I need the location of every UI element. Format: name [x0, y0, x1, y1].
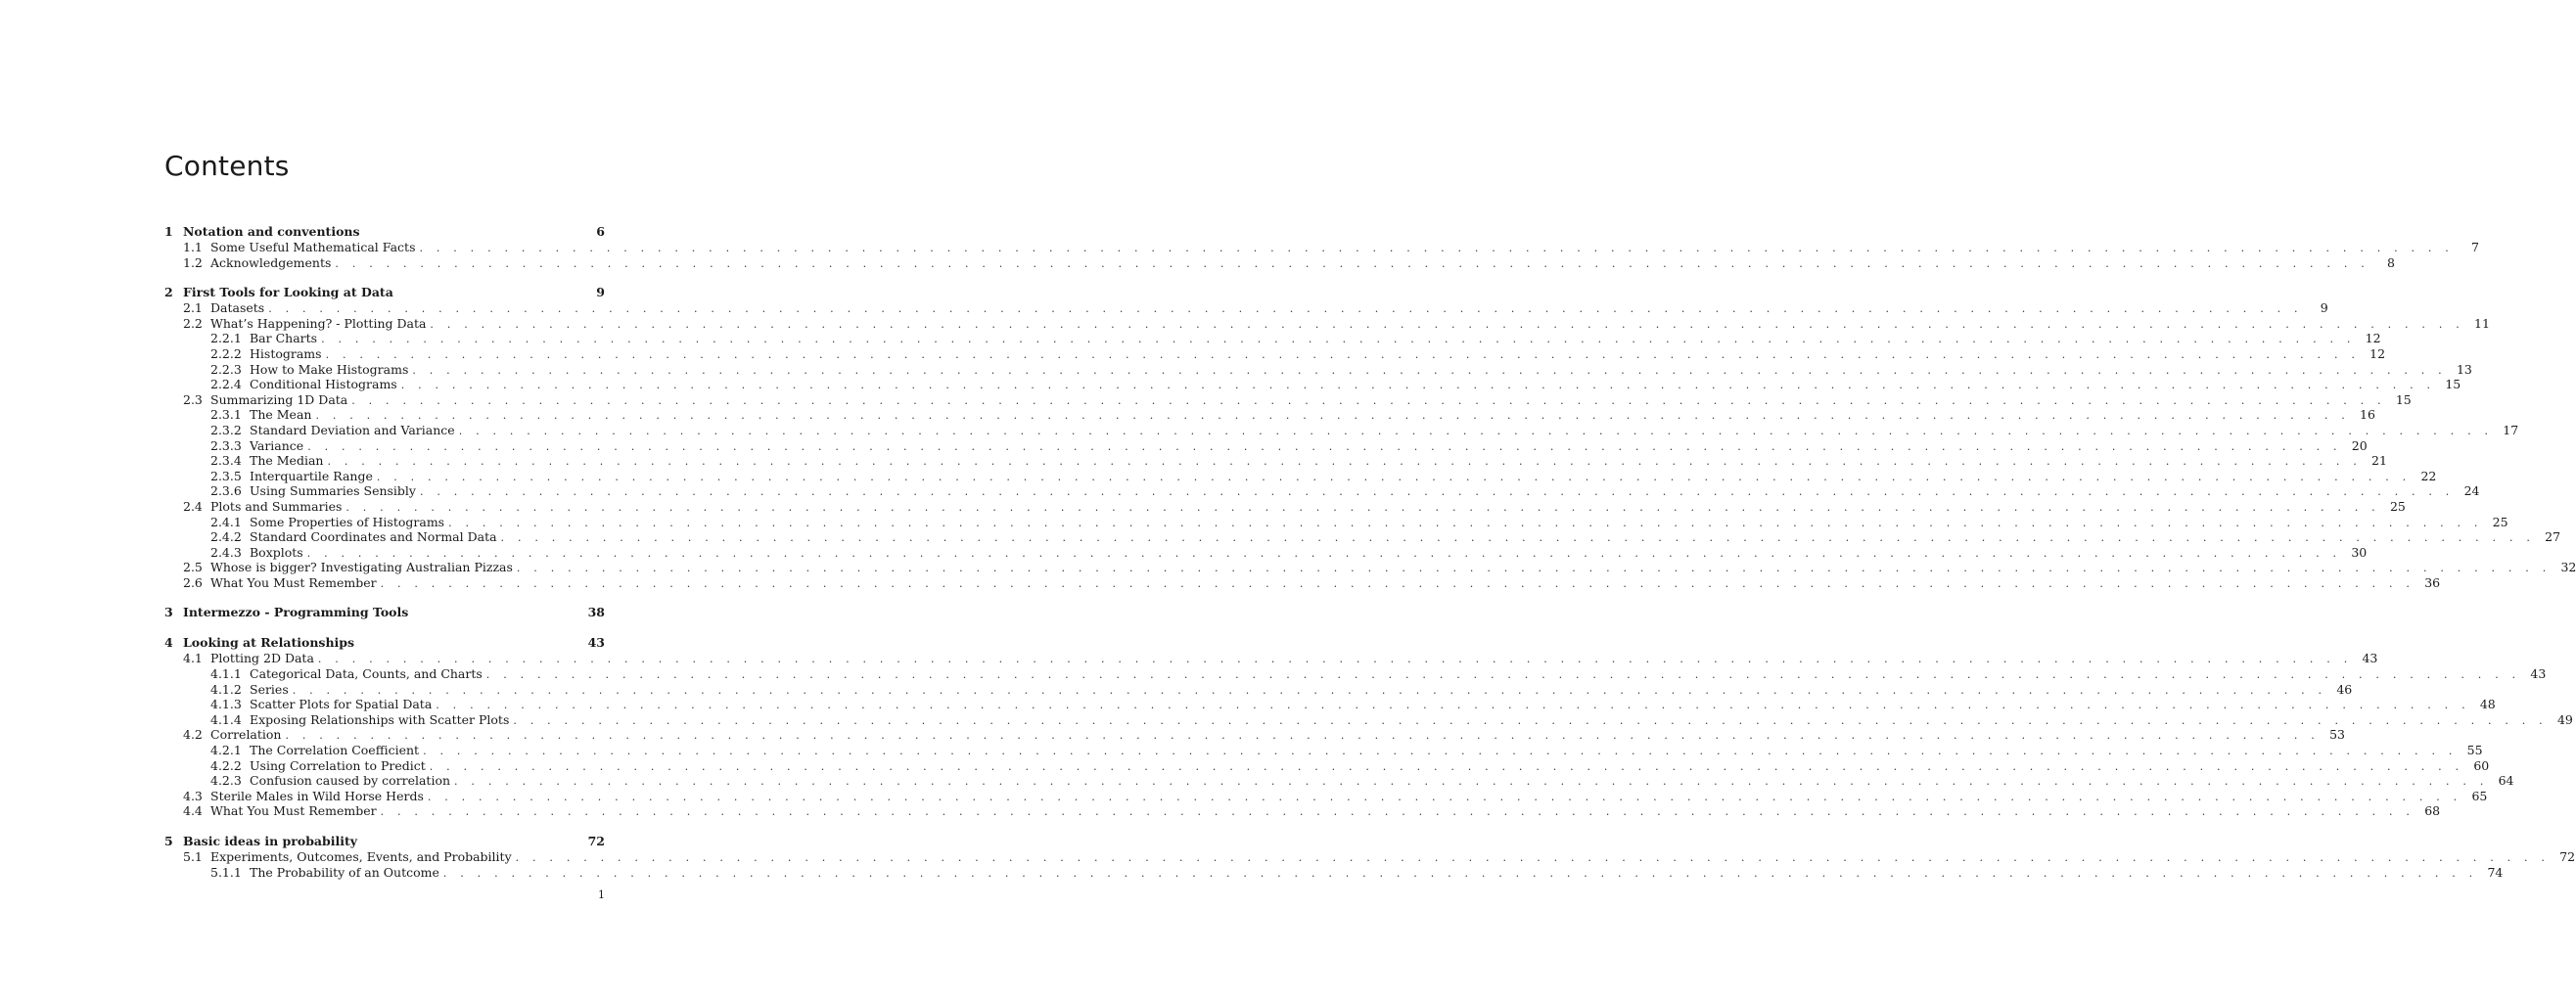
toc-entry-line	[250, 422, 2519, 439]
toc-entry-title: What You Must Remember	[210, 575, 381, 591]
dot-leader: . . . . . . . . . . . . . . . . . . . . . . . . . . . . . . . . . . . . . . . . . . . . . . . . . . . . . . . . . . . . . . . . . . . . . . . . . . . . . . . . . . . . . . . . . . . . . . . . . . . . . . . . . . . . . . . . . . . . . . . .	[430, 317, 2464, 331]
toc-entry-number: 1.2	[183, 254, 203, 270]
toc-entry-page: 30	[2351, 544, 2368, 560]
toc-entry-line	[250, 757, 2490, 775]
toc-entry-page: 9	[2320, 300, 2328, 316]
toc-entry-number: 4.4	[183, 803, 203, 819]
toc-entry-title: Conditional Histograms	[250, 377, 401, 392]
toc-subsection-entry[interactable]	[164, 377, 2461, 392]
toc-entry-number: 2.3	[183, 391, 203, 407]
toc-entry-number: 4.1.1	[210, 666, 242, 682]
toc-entry-title: Looking at Relationships	[183, 634, 358, 651]
toc-subsection-entry[interactable]	[164, 407, 2375, 423]
dot-leader: . . . . . . . . . . . . . . . . . . . . . . . . . . . . . . . . . . . . . . . . . . . . . . . . . . . . . . . . . . . . . . . . . . . . . . . . . . . . . . . . . . . . . . . . . . . . . . . . . . . . . . . . . . . . . . . . . . . . . . . .	[513, 713, 2548, 727]
dot-leader: . . . . . . . . . . . . . . . . . . . . . . . . . . . . . . . . . . . . . . . . . . . . . . . . . . . . . . . . . . . . . . . . . . . . . . . . . . . . . . . . . . . . . . . . . . . . . . . . . . . . . . . . . . . . . . . . . . . . . . . .	[429, 759, 2464, 773]
toc-entry-page: 53	[2329, 727, 2345, 743]
dot-leader: . . . . . . . . . . . . . . . . . . . . . . . . . . . . . . . . . . . . . . . . . . . . . . . . . . . . . . . . . . . . . . . . . . . . . . . . . . . . . . . . . . . . . . . . . . . . . . . . . . . . . . . . . . . . . . . . . . . . . . . .	[345, 500, 2380, 514]
toc-entry-page: 36	[2424, 574, 2441, 590]
toc-subsection-entry[interactable]	[164, 437, 2368, 454]
toc-entry-page: 43	[2362, 651, 2378, 666]
toc-entry-page: 72	[2559, 849, 2576, 864]
toc-entry-number: 4.1.4	[210, 711, 242, 727]
toc-entry-page: 13	[2456, 361, 2472, 377]
toc-entry-number: 4.2	[183, 727, 203, 743]
dot-leader: . . . . . . . . . . . . . . . . . . . . . . . . . . . . . . . . . . . . . . . . . . . . . . . . . . . . . . . . . . . . . . . . . . . . . . . . . . . . . . . . . . . . . . . . . . . . . . . . . . . . . . . . . . . . . . . . . . . . . . . .	[427, 790, 2462, 803]
toc-entry-title: Some Useful Mathematical Facts	[210, 240, 420, 255]
toc-entry-number: 3	[164, 605, 173, 620]
toc-entry-title: How to Make Histograms	[250, 362, 412, 378]
toc-entry-line	[250, 331, 2381, 347]
toc-entry-line	[210, 574, 2441, 592]
toc-entry-page: 60	[2473, 757, 2490, 773]
toc-entry-page: 15	[2445, 377, 2461, 392]
toc-section-entry[interactable]	[164, 803, 2441, 819]
toc-entry-page: 64	[2498, 773, 2514, 789]
toc-entry-title: Experiments, Outcomes, Events, and Probability	[210, 849, 516, 865]
toc-entry-title: The Mean	[250, 407, 315, 423]
toc-entry-line	[250, 697, 2496, 713]
toc-subsection-entry[interactable]	[164, 468, 2437, 484]
toc-entry-title: The Correlation Coefficient	[250, 743, 423, 758]
toc-entry-page: 15	[2395, 391, 2412, 407]
toc-entry-page: 32	[2560, 560, 2576, 575]
toc-entry-number: 2.2.1	[210, 331, 242, 346]
toc-section-entry[interactable]	[164, 574, 2441, 591]
toc-chapter-group	[164, 634, 2573, 819]
toc-entry-title: What’s Happening? - Plotting Data	[210, 316, 430, 332]
toc-entry-page: 22	[2420, 468, 2437, 483]
toc-entry-line	[250, 453, 2387, 470]
toc-entry-page: 46	[2336, 681, 2353, 697]
toc-section-entry[interactable]	[164, 651, 2378, 666]
dot-leader: . . . . . . . . . . . . . . . . . . . . . . . . . . . . . . . . . . . . . . . . . . . . . . . . . . . . . . . . . . . . . . . . . . . . . . . . . . . . . . . . . . . . . . . . . . . . . . . . . . . . . . . . . . . . . . . . . . . . . . . .	[268, 302, 2303, 316]
toc-entry-line	[210, 803, 2441, 820]
toc-chapter-group	[164, 284, 2576, 590]
dot-leader: . . . . . . . . . . . . . . . . . . . . . . . . . . . . . . . . . . . . . . . . . . . . . . . . . . . . . . . . . . . . . . . . . . . . . . . . . . . . . . . . . . . . . . . . . . . . . . . . . . . . . . . . . . . . . . . . . . . . . . . .	[327, 455, 2362, 469]
toc-entry-line	[210, 315, 2490, 333]
toc-chapter-group	[164, 833, 2576, 880]
toc-entry-line	[250, 468, 2437, 485]
toc-entry-line	[250, 407, 2375, 424]
toc-section-entry[interactable]	[164, 240, 2479, 255]
toc-entry-title: Intermezzo - Programming Tools	[183, 604, 412, 620]
toc-subsection-entry[interactable]	[164, 483, 2480, 499]
toc-entry-line	[210, 240, 2479, 256]
toc-entry-title: The Median	[250, 453, 327, 469]
dot-leader: . . . . . . . . . . . . . . . . . . . . . . . . . . . . . . . . . . . . . . . . . . . . . . . . . . . . . . . . . . . . . . . . . . . . . . . . . . . . . . . . . . . . . . . . . . . . . . . . . . . . . . . . . . . . . . . . . . . . . . . .	[412, 363, 2447, 377]
toc-chapter-entry[interactable]	[164, 833, 605, 849]
toc-entry-number: 2.2	[183, 315, 203, 331]
toc-entry-title: The Probability of an Outcome	[250, 865, 443, 881]
toc-entry-page: 74	[2487, 864, 2504, 880]
toc-entry-page: 11	[2474, 315, 2490, 331]
dot-leader: . . . . . . . . . . . . . . . . . . . . . . . . . . . . . . . . . . . . . . . . . . . . . . . . . . . . . . . . . . . . . . . . . . . . . . . . . . . . . . . . . . . . . . . . . . . . . . . . . . . . . . . . . . . . . . . . . . . . . . . .	[516, 562, 2552, 575]
dot-leader: . . . . . . . . . . . . . . . . . . . . . . . . . . . . . . . . . . . . . . . . . . . . . . . . . . . . . . . . . . . . . . . . . . . . . . . . . . . . . . . . . . . . . . . . . . . . . . . . . . . . . . . . . . . . . . . . . . . . . . . .	[442, 866, 2478, 880]
toc-entry-line	[250, 743, 2483, 759]
toc-entry-title: Exposing Relationships with Scatter Plots	[250, 712, 513, 728]
toc-entry-title: Using Correlation to Predict	[250, 758, 430, 774]
dot-leader: . . . . . . . . . . . . . . . . . . . . . . . . . . . . . . . . . . . . . . . . . . . . . . . . . . . . . . . . . . . . . . . . . . . . . . . . . . . . . . . . . . . . . . . . . . . . . . . . . . . . . . . . . . . . . . . . . . . . . . . .	[306, 546, 2342, 560]
toc-entry-title: Series	[250, 682, 293, 698]
dot-leader: . . . . . . . . . . . . . . . . . . . . . . . . . . . . . . . . . . . . . . . . . . . . . . . . . . . . . . . . . . . . . . . . . . . . . . . . . . . . . . . . . . . . . . . . . . . . . . . . . . . . . . . . . . . . . . . . . . . . . . . .	[500, 531, 2536, 545]
toc-entry-line	[250, 773, 2514, 790]
toc-entry-line	[210, 560, 2576, 576]
toc-entry-title: Acknowledgements	[210, 255, 335, 271]
toc-entry-number: 2.2.2	[210, 345, 242, 361]
toc-chapter-group	[164, 604, 605, 620]
toc-entry-line	[250, 544, 2368, 562]
toc-entry-page: 65	[2471, 788, 2488, 803]
toc-entry-page: 72	[587, 834, 605, 848]
dot-leader: . . . . . . . . . . . . . . . . . . . . . . . . . . . . . . . . . . . . . . . . . . . . . . . . . . . . . . . . . . . . . . . . . . . . . . . . . . . . . . . . . . . . . . . . . . . . . . . . . . . . . . . . . . . . . . . . . . . . . . . .	[448, 516, 2483, 529]
toc-subsection-entry[interactable]	[164, 422, 2519, 438]
toc-entry-line	[183, 223, 605, 240]
toc-entry-line	[250, 529, 2561, 546]
toc-section-entry[interactable]	[164, 788, 2488, 804]
toc-entry-page: 7	[2471, 240, 2479, 254]
dot-leader: . . . . . . . . . . . . . . . . . . . . . . . . . . . . . . . . . . . . . . . . . . . . . . . . . . . . . . . . . . . . . . . . . . . . . . . . . . . . . . . . . . . . . . . . . . . . . . . . . . . . . . . . . . . . . . . . . . . . . . . .	[285, 729, 2320, 743]
dot-leader: . . . . . . . . . . . . . . . . . . . . . . . . . . . . . . . . . . . . . . . . . . . . . . . . . . . . . . . . . . . . . . . . . . . . . . . . . . . . . . . . . . . . . . . . . . . . . . . . . . . . . . . . . . . . . . . . . . . . . . . .	[436, 699, 2470, 712]
dot-leader: . . . . . . . . . . . . . . . . . . . . . . . . . . . . . . . . . . . . . . . . . . . . . . . . . . . . . . . . . . . . . . . . . . . . . . . . . . . . . . . . . . . . . . . . . . . . . . . . . . . . . . . . . . . . . . . . . . . . . . . .	[380, 576, 2415, 590]
toc-entry-line	[250, 345, 2386, 363]
dot-leader: . . . . . . . . . . . . . . . . . . . . . . . . . . . . . . . . . . . . . . . . . . . . . . . . . . . . . . . . . . . . . . . . . . . . . . . . . . . . . . . . . . . . . . . . . . . . . . . . . . . . . . . . . . . . . . . . . . . . . . . .	[458, 424, 2494, 437]
toc-entry-page: 49	[2556, 711, 2573, 727]
toc-entry-number: 2.4.2	[210, 529, 242, 545]
toc-entry-page: 16	[2360, 407, 2375, 423]
toc-entry-title: Datasets	[210, 300, 268, 316]
toc-entry-page: 27	[2545, 529, 2561, 545]
toc-entry-title: Interquartile Range	[250, 469, 377, 484]
toc-subsection-entry[interactable]	[164, 666, 2547, 682]
toc-entry-line	[183, 634, 605, 651]
toc-entry-line	[250, 361, 2472, 379]
toc-entry-title: First Tools for Looking at Data	[183, 284, 397, 300]
toc-entry-page: 25	[2492, 514, 2508, 529]
toc-subsection-entry[interactable]	[164, 331, 2381, 346]
toc-entry-title: Plots and Summaries	[210, 499, 345, 515]
toc-entry-title: Correlation	[210, 727, 286, 743]
dot-leader: . . . . . . . . . . . . . . . . . . . . . . . . . . . . . . . . . . . . . . . . . . . . . . . . . . . . . . . . . . . . . . . . . . . . . . . . . . . . . . . . . . . . . . . . . . . . . . . . . . . . . . . . . . . . . . . . . . . . . . . .	[380, 805, 2415, 819]
toc-entry-number: 2.1	[183, 300, 203, 316]
toc-subsection-entry[interactable]	[164, 864, 2504, 881]
toc-section-entry[interactable]	[164, 315, 2490, 332]
toc-entry-line	[210, 498, 2406, 516]
toc-entry-title: Plotting 2D Data	[210, 651, 318, 666]
toc-entry-title: Boxplots	[250, 545, 307, 561]
toc-entry-title: Scatter Plots for Spatial Data	[250, 697, 436, 712]
toc-section-entry[interactable]	[164, 391, 2412, 408]
toc-entry-line	[183, 604, 605, 620]
toc-subsection-entry[interactable]	[164, 529, 2561, 545]
toc-subsection-entry[interactable]	[164, 514, 2508, 530]
toc-entry-title: Histograms	[250, 346, 326, 362]
toc-entry-number: 5.1.1	[210, 864, 242, 880]
dot-leader: . . . . . . . . . . . . . . . . . . . . . . . . . . . . . . . . . . . . . . . . . . . . . . . . . . . . . . . . . . . . . . . . . . . . . . . . . . . . . . . . . . . . . . . . . . . . . . . . . . . . . . . . . . . . . . . . . . . . . . . .	[423, 745, 2458, 758]
dot-leader: . . . . . . . . . . . . . . . . . . . . . . . . . . . . . . . . . . . . . . . . . . . . . . . . . . . . . . . . . . . . . . . . . . . . . . . . . . . . . . . . . . . . . . . . . . . . . . . . . . . . . . . . . . . . . . . . . . . . . . . .	[307, 439, 2342, 453]
dot-leader: . . . . . . . . . . . . . . . . . . . . . . . . . . . . . . . . . . . . . . . . . . . . . . . . . . . . . . . . . . . . . . . . . . . . . . . . . . . . . . . . . . . . . . . . . . . . . . . . . . . . . . . . . . . . . . . . . . . . . . . .	[419, 242, 2454, 254]
toc-entry-number: 4	[164, 635, 173, 651]
table-of-contents	[164, 223, 2576, 893]
dot-leader: . . . . . . . . . . . . . . . . . . . . . . . . . . . . . . . . . . . . . . . . . . . . . . . . . . . . . . . . . . . . . . . . . . . . . . . . . . . . . . . . . . . . . . . . . . . . . . . . . . . . . . . . . . . . . . . . . . . . . . . .	[325, 347, 2361, 361]
toc-entry-title: Some Properties of Histograms	[250, 515, 448, 530]
toc-entry-line	[250, 666, 2547, 683]
toc-entry-number: 5.1	[183, 849, 203, 864]
toc-entry-title: Whose is bigger? Investigating Australian Pizzas	[210, 560, 517, 575]
toc-chapter-group	[164, 223, 2479, 270]
toc-section-entry[interactable]	[164, 300, 2328, 316]
toc-entry-number: 2.3.2	[210, 422, 242, 437]
toc-entry-number: 1.1	[183, 240, 203, 254]
toc-entry-title: Summarizing 1D Data	[210, 392, 351, 408]
toc-entry-line	[250, 681, 2353, 699]
toc-entry-line	[210, 849, 2576, 866]
dot-leader: . . . . . . . . . . . . . . . . . . . . . . . . . . . . . . . . . . . . . . . . . . . . . . . . . . . . . . . . . . . . . . . . . . . . . . . . . . . . . . . . . . . . . . . . . . . . . . . . . . . . . . . . . . . . . . . . . . . . . . . .	[454, 775, 2489, 789]
toc-entry-title: Basic ideas in probability	[183, 833, 361, 849]
toc-entry-number: 2.2.3	[210, 361, 242, 377]
toc-entry-line	[250, 483, 2480, 500]
dot-leader: . . . . . . . . . . . . . . . . . . . . . . . . . . . . . . . . . . . . . . . . . . . . . . . . . . . . . . . . . . . . . . . . . . . . . . . . . . . . . . . . . . . . . . . . . . . . . . . . . . . . . . . . . . . . . . . . . . . . . . . .	[321, 333, 2356, 346]
toc-entry-number: 2.2.4	[210, 377, 242, 392]
toc-entry-line	[250, 711, 2573, 729]
toc-entry-title: Variance	[250, 438, 307, 454]
toc-entry-title: Using Summaries Sensibly	[250, 483, 420, 499]
toc-chapter-entry[interactable]	[164, 634, 605, 651]
toc-entry-number: 1	[164, 224, 173, 239]
toc-entry-page: 55	[2466, 743, 2483, 758]
toc-entry-title: What You Must Remember	[210, 803, 381, 819]
dot-leader: . . . . . . . . . . . . . . . . . . . . . . . . . . . . . . . . . . . . . . . . . . . . . . . . . . . . . . . . . . . . . . . . . . . . . . . . . . . . . . . . . . . . . . . . . . . . . . . . . . . . . . . . . . . . . . . . . . . . . . . .	[376, 470, 2412, 483]
toc-entry-page: 8	[2386, 254, 2395, 270]
toc-section-entry[interactable]	[164, 560, 2576, 575]
dot-leader: . . . . . . . . . . . . . . . . . . . . . . . . . . . . . . . . . . . . . . . . . . . . . . . . . . . . . . . . . . . . . . . . . . . . . . . . . . . . . . . . . . . . . . . . . . . . . . . . . . . . . . . . . . . . . . . . . . . . . . . .	[292, 683, 2327, 697]
toc-entry-line	[210, 254, 2395, 272]
toc-entry-line	[210, 300, 2328, 317]
toc-entry-title: Standard Coordinates and Normal Data	[250, 529, 501, 545]
toc-entry-page: 43	[2530, 666, 2547, 682]
toc-section-entry[interactable]	[164, 498, 2406, 515]
toc-section-entry[interactable]	[164, 254, 2395, 271]
dot-leader: . . . . . . . . . . . . . . . . . . . . . . . . . . . . . . . . . . . . . . . . . . . . . . . . . . . . . . . . . . . . . . . . . . . . . . . . . . . . . . . . . . . . . . . . . . . . . . . . . . . . . . . . . . . . . . . . . . . . . . . .	[335, 256, 2369, 270]
toc-subsection-entry[interactable]	[164, 773, 2514, 789]
toc-entry-line	[250, 437, 2368, 455]
toc-subsection-entry[interactable]	[164, 743, 2483, 758]
toc-chapter-entry[interactable]	[164, 604, 605, 620]
toc-entry-number: 4.1.3	[210, 697, 242, 712]
toc-entry-line	[210, 391, 2412, 409]
toc-entry-page: 17	[2503, 422, 2519, 437]
toc-entry-number: 4.2.1	[210, 743, 242, 758]
toc-entry-page: 25	[2389, 498, 2406, 514]
toc-entry-line	[250, 377, 2461, 393]
toc-entry-page: 24	[2463, 483, 2480, 499]
toc-entry-line	[250, 514, 2508, 531]
toc-entry-number: 2.3.1	[210, 407, 242, 423]
footer-page-number: 1	[598, 888, 605, 901]
toc-entry-title: Sterile Males in Wild Horse Herds	[210, 789, 428, 804]
dot-leader: . . . . . . . . . . . . . . . . . . . . . . . . . . . . . . . . . . . . . . . . . . . . . . . . . . . . . . . . . . . . . . . . . . . . . . . . . . . . . . . . . . . . . . . . . . . . . . . . . . . . . . . . . . . . . . . . . . . . . . . .	[485, 668, 2521, 682]
toc-entry-title: Categorical Data, Counts, and Charts	[250, 666, 486, 682]
toc-entry-page: 38	[587, 605, 605, 620]
toc-entry-title: Bar Charts	[250, 331, 321, 346]
toc-entry-number: 2.4	[183, 498, 203, 514]
toc-entry-number: 2.3.5	[210, 468, 242, 483]
toc-entry-number: 2.4.1	[210, 514, 242, 529]
toc-entry-title: Standard Deviation and Variance	[250, 423, 459, 438]
toc-chapter-entry[interactable]	[164, 284, 605, 300]
toc-entry-page: 48	[2479, 697, 2496, 712]
toc-entry-page: 68	[2424, 803, 2441, 819]
toc-entry-title: Confusion caused by correlation	[250, 773, 454, 789]
toc-entry-page: 12	[2369, 345, 2386, 361]
toc-entry-page: 20	[2351, 437, 2368, 453]
toc-entry-line	[210, 727, 2345, 744]
toc-subsection-entry[interactable]	[164, 453, 2387, 469]
toc-subsection-entry[interactable]	[164, 697, 2496, 712]
toc-entry-page: 6	[596, 224, 605, 239]
toc-entry-number: 2.3.4	[210, 453, 242, 469]
toc-subsection-entry[interactable]	[164, 711, 2573, 728]
toc-entry-title: Notation and conventions	[183, 223, 364, 240]
toc-entry-page: 43	[587, 635, 605, 651]
toc-entry-page: 21	[2371, 453, 2387, 469]
toc-entry-line	[183, 833, 605, 849]
toc-entry-line	[210, 651, 2378, 667]
toc-entry-number: 4.1.2	[210, 681, 242, 697]
dot-leader: . . . . . . . . . . . . . . . . . . . . . . . . . . . . . . . . . . . . . . . . . . . . . . . . . . . . . . . . . . . . . . . . . . . . . . . . . . . . . . . . . . . . . . . . . . . . . . . . . . . . . . . . . . . . . . . . . . . . . . . .	[315, 409, 2350, 423]
toc-entry-number: 2.5	[183, 560, 203, 575]
toc-entry-number: 4.2.2	[210, 757, 242, 773]
toc-entry-page: 12	[2365, 331, 2381, 346]
toc-subsection-entry[interactable]	[164, 681, 2353, 698]
toc-subsection-entry[interactable]	[164, 345, 2386, 362]
page-title: Contents	[164, 150, 290, 182]
toc-entry-number: 2.4.3	[210, 544, 242, 560]
dot-leader: . . . . . . . . . . . . . . . . . . . . . . . . . . . . . . . . . . . . . . . . . . . . . . . . . . . . . . . . . . . . . . . . . . . . . . . . . . . . . . . . . . . . . . . . . . . . . . . . . . . . . . . . . . . . . . . . . . . . . . . .	[420, 485, 2455, 499]
toc-chapter-entry[interactable]	[164, 223, 605, 240]
toc-section-entry[interactable]	[164, 727, 2345, 743]
toc-entry-number: 2	[164, 285, 173, 300]
toc-entry-line	[250, 864, 2504, 882]
toc-entry-number: 2.3.3	[210, 437, 242, 453]
toc-entry-number: 4.1	[183, 651, 203, 666]
toc-subsection-entry[interactable]	[164, 361, 2472, 378]
toc-subsection-entry[interactable]	[164, 757, 2490, 774]
toc-entry-number: 2.6	[183, 574, 203, 590]
dot-leader: . . . . . . . . . . . . . . . . . . . . . . . . . . . . . . . . . . . . . . . . . . . . . . . . . . . . . . . . . . . . . . . . . . . . . . . . . . . . . . . . . . . . . . . . . . . . . . . . . . . . . . . . . . . . . . . . . . . . . . . .	[515, 851, 2551, 864]
toc-entry-line	[183, 284, 605, 300]
toc-entry-page: 9	[596, 285, 605, 300]
dot-leader: . . . . . . . . . . . . . . . . . . . . . . . . . . . . . . . . . . . . . . . . . . . . . . . . . . . . . . . . . . . . . . . . . . . . . . . . . . . . . . . . . . . . . . . . . . . . . . . . . . . . . . . . . . . . . . . . . . . . . . . .	[317, 653, 2353, 666]
toc-entry-number: 2.3.6	[210, 483, 242, 499]
dot-leader: . . . . . . . . . . . . . . . . . . . . . . . . . . . . . . . . . . . . . . . . . . . . . . . . . . . . . . . . . . . . . . . . . . . . . . . . . . . . . . . . . . . . . . . . . . . . . . . . . . . . . . . . . . . . . . . . . . . . . . . .	[351, 393, 2386, 407]
toc-entry-number: 4.3	[183, 788, 203, 803]
toc-entry-line	[210, 788, 2488, 805]
toc-entry-number: 5	[164, 834, 173, 848]
toc-section-entry[interactable]	[164, 849, 2576, 865]
toc-subsection-entry[interactable]	[164, 544, 2368, 561]
toc-entry-number: 4.2.3	[210, 773, 242, 789]
dot-leader: . . . . . . . . . . . . . . . . . . . . . . . . . . . . . . . . . . . . . . . . . . . . . . . . . . . . . . . . . . . . . . . . . . . . . . . . . . . . . . . . . . . . . . . . . . . . . . . . . . . . . . . . . . . . . . . . . . . . . . . .	[400, 379, 2436, 392]
